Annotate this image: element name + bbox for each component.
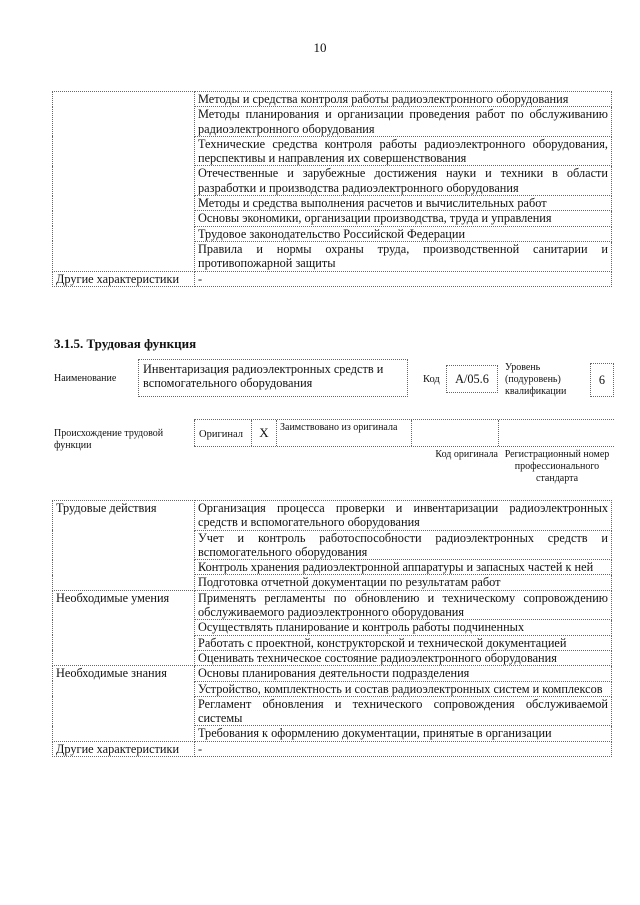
original-label: Оригинал — [194, 420, 252, 446]
reg-number-label: Регистрационный номер профессионального стандарта — [504, 449, 610, 484]
borrowed-label: Заимствовано из оригинала — [276, 420, 412, 446]
other-characteristics-value: - — [195, 741, 612, 756]
table-row: Учет и контроль работоспособности радиоэлектронных средств и вспомогательного оборудования — [195, 530, 612, 560]
table-row: Регламент обновления и технического сопровождения обслуживаемой системы — [195, 696, 612, 726]
table-row: Технические средства контроля работы радиоэлектронного оборудования, перспективы и направления их совершенствования — [195, 136, 612, 166]
origin-label: Происхождение трудовой функции — [54, 428, 164, 451]
code-original-cell — [412, 420, 499, 446]
table-row: Устройство, комплектность и состав радиоэлектронных систем и комплексов — [195, 681, 612, 696]
table-row: Методы и средства выполнения расчетов и вычислительных работ — [195, 196, 612, 211]
other-characteristics-label: Другие характеристики — [53, 271, 195, 286]
table-row: Работать с проектной, конструкторской и технической документацией — [195, 635, 612, 650]
level-value: 6 — [590, 363, 614, 397]
table-row: Организация процесса проверки и инвентаризации радиоэлектронных средств и вспомогательного оборудования — [195, 501, 612, 531]
name-value: Инвентаризация радиоэлектронных средств и вспомогательного оборудования — [138, 359, 408, 397]
table-row: Оценивать техническое состояние радиоэлектронного оборудования — [195, 650, 612, 665]
other-characteristics-label: Другие характеристики — [53, 741, 195, 756]
table-row: Правила и нормы охраны труда, производственной санитарии и противопожарной защиты — [195, 241, 612, 271]
skills-label: Необходимые умения — [53, 590, 195, 665]
labor-function-table — [52, 500, 612, 757]
table-row: Применять регламенты по обновлению и техническому сопровождению обслуживаемого радиоэлектронного оборудования — [195, 590, 612, 620]
labor-actions-label: Трудовые действия — [53, 501, 195, 591]
knowledge-table-continued — [52, 91, 612, 287]
code-label: Код — [423, 374, 440, 385]
name-label: Наименование — [54, 373, 117, 384]
table-row: Контроль хранения радиоэлектронной аппаратуры и запасных частей к ней — [195, 560, 612, 575]
level-label: Уровень (подуровень) квалификации — [505, 362, 567, 397]
code-original-label: Код оригинала — [435, 449, 498, 460]
table-row: Осуществлять планирование и контроль работы подчиненных — [195, 620, 612, 635]
table-row: Требования к оформлению документации, принятые в организации — [195, 726, 612, 741]
table-row: Методы и средства контроля работы радиоэлектронного оборудования — [195, 92, 612, 107]
origin-row — [194, 419, 614, 447]
table-row: Подготовка отчетной документации по результатам работ — [195, 575, 612, 590]
section-heading: 3.1.5. Трудовая функция — [54, 336, 197, 351]
table-row: Отечественные и зарубежные достижения науки и техники в области разработки и производства радиоэлектронного оборудования — [195, 166, 612, 196]
knowledge-label: Необходимые знания — [53, 666, 195, 741]
table-row: Основы планирования деятельности подразделения — [195, 666, 612, 681]
original-mark: X — [252, 420, 277, 446]
other-characteristics-value: - — [195, 271, 612, 286]
empty-label-cell — [53, 92, 195, 272]
code-value: A/05.6 — [446, 365, 498, 393]
table-row: Трудовое законодательство Российской Федерации — [195, 226, 612, 241]
table-row: Основы экономики, организации производства, труда и управления — [195, 211, 612, 226]
table-row: Методы планирования и организации проведения работ по обслуживанию радиоэлектронного оборудования — [195, 107, 612, 137]
page-number: 10 — [313, 40, 327, 55]
